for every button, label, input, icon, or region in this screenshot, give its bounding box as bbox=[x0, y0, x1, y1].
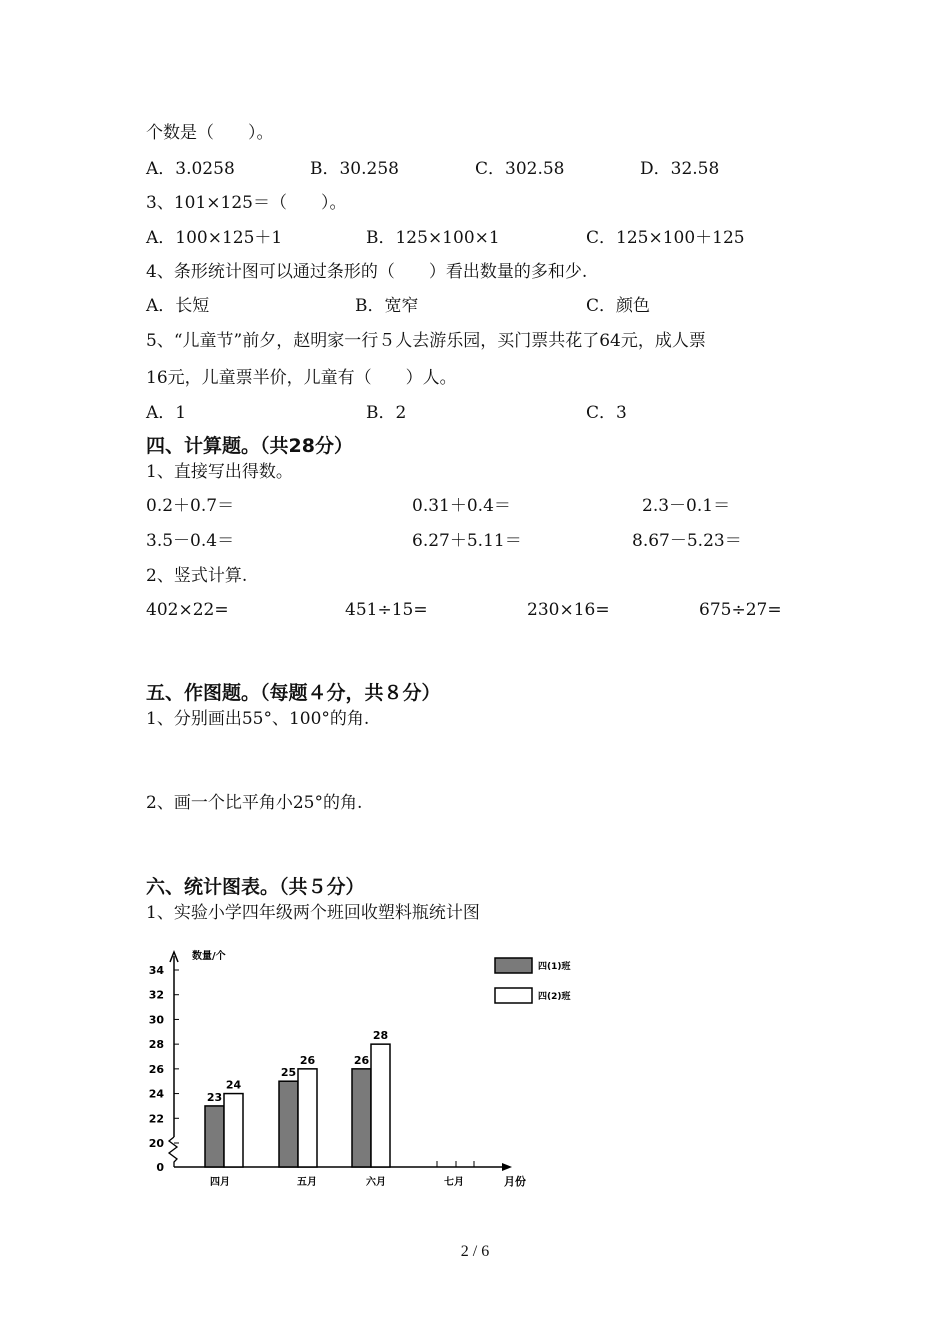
q5-line2: 16元，儿童票半价，儿童有（ ）人。 bbox=[146, 368, 457, 388]
y-tick-label: 20 bbox=[148, 1137, 164, 1150]
q2-option-d: D．32.58 bbox=[640, 159, 720, 179]
y-tick-label: 34 bbox=[148, 964, 164, 977]
section5-item1: 1、分别画出55°、100°的角. bbox=[146, 709, 370, 729]
q4-option-b: B．宽窄 bbox=[355, 296, 419, 316]
q4-option-a: A．长短 bbox=[146, 296, 210, 316]
section6-item1: 1、实验小学四年级两个班回收塑料瓶统计图 bbox=[146, 903, 480, 923]
vertical-calc-1: 402×22= bbox=[146, 600, 229, 620]
legend-label-0: 四(1)班 bbox=[538, 962, 571, 972]
bar-value-label: 23 bbox=[206, 1090, 223, 1104]
x-tick-label: 五月 bbox=[297, 1177, 317, 1188]
y-axis-title: 数量/个 bbox=[192, 951, 226, 962]
page-number: 2 / 6 bbox=[460, 1243, 490, 1260]
section4-item2: 2、竖式计算. bbox=[146, 566, 248, 586]
x-axis-arrow bbox=[502, 1163, 512, 1171]
q5-option-c: C．3 bbox=[586, 403, 627, 423]
y-tick-label: 26 bbox=[148, 1062, 164, 1076]
y-tick-label: 32 bbox=[148, 988, 164, 1002]
q3-option-a: A．100×125＋1 bbox=[146, 228, 283, 248]
section5-item2: 2、画一个比平角小25°的角. bbox=[146, 793, 363, 813]
bar-1-2 bbox=[371, 1044, 390, 1167]
q4-option-c: C．颜色 bbox=[586, 296, 651, 316]
vertical-calc-3: 230×16= bbox=[527, 600, 610, 620]
q4-text: 4、条形统计图可以通过条形的（ ）看出数量的多和少. bbox=[146, 262, 588, 282]
y-tick-label: 28 bbox=[148, 1038, 164, 1052]
q3-text: 3、101×125＝（ ）。 bbox=[146, 193, 347, 213]
y-tick-label: 0 bbox=[156, 1161, 164, 1174]
bar-value-label: 24 bbox=[225, 1078, 242, 1092]
q3-option-c: C．125×100＋125 bbox=[586, 228, 745, 248]
q5-line1: 5、“儿童节”前夕，赵明家一行５人去游乐园，买门票共花了64元，成人票 bbox=[146, 331, 706, 351]
q2-tail: 个数是（ ）。 bbox=[146, 123, 274, 143]
bar-1-0 bbox=[224, 1094, 243, 1167]
section4-title: 四、计算题。（共28分） bbox=[146, 435, 353, 457]
q2-option-a: A．3.0258 bbox=[146, 159, 235, 179]
calc-4: 3.5－0.4＝ bbox=[146, 531, 235, 551]
x-axis-title: 月份 bbox=[504, 1175, 526, 1188]
calc-3: 2.3－0.1＝ bbox=[642, 496, 731, 516]
x-tick-label: 六月 bbox=[366, 1177, 386, 1188]
x-tick-label: 七月 bbox=[444, 1177, 464, 1188]
calc-6: 8.67－5.23＝ bbox=[632, 531, 742, 551]
bar-chart bbox=[140, 940, 610, 1200]
q2-option-c: C．302.58 bbox=[475, 159, 565, 179]
q2-option-b: B．30.258 bbox=[310, 159, 399, 179]
bar-0-2 bbox=[352, 1069, 371, 1167]
bar-value-label: 26 bbox=[299, 1053, 316, 1067]
y-tick-label: 22 bbox=[148, 1112, 164, 1126]
bar-0-1 bbox=[279, 1081, 298, 1167]
bar-value-label: 28 bbox=[372, 1029, 389, 1043]
y-tick-label: 30 bbox=[148, 1013, 164, 1027]
q5-option-b: B．2 bbox=[366, 403, 407, 423]
section5-title: 五、作图题。（每题４分，共８分） bbox=[146, 682, 441, 704]
legend-swatch-1 bbox=[495, 988, 532, 1003]
calc-5: 6.27＋5.11＝ bbox=[412, 531, 522, 551]
bar-value-label: 26 bbox=[353, 1053, 370, 1067]
bar-value-label: 25 bbox=[280, 1066, 297, 1080]
vertical-calc-2: 451÷15= bbox=[345, 600, 428, 620]
bar-0-0 bbox=[205, 1106, 224, 1167]
q3-option-b: B．125×100×1 bbox=[366, 228, 500, 248]
x-tick-label: 四月 bbox=[210, 1177, 230, 1188]
legend-label-1: 四(2)班 bbox=[538, 992, 571, 1002]
bar-1-1 bbox=[298, 1069, 317, 1167]
section4-item1: 1、直接写出得数。 bbox=[146, 462, 293, 482]
calc-1: 0.2＋0.7＝ bbox=[146, 496, 235, 516]
calc-2: 0.31＋0.4＝ bbox=[412, 496, 511, 516]
y-tick-label: 24 bbox=[148, 1087, 164, 1101]
axis-break bbox=[169, 1137, 177, 1167]
section6-title: 六、统计图表。（共５分） bbox=[146, 876, 365, 898]
legend-swatch-0 bbox=[495, 958, 532, 973]
vertical-calc-4: 675÷27= bbox=[699, 600, 782, 620]
q5-option-a: A．1 bbox=[146, 403, 187, 423]
